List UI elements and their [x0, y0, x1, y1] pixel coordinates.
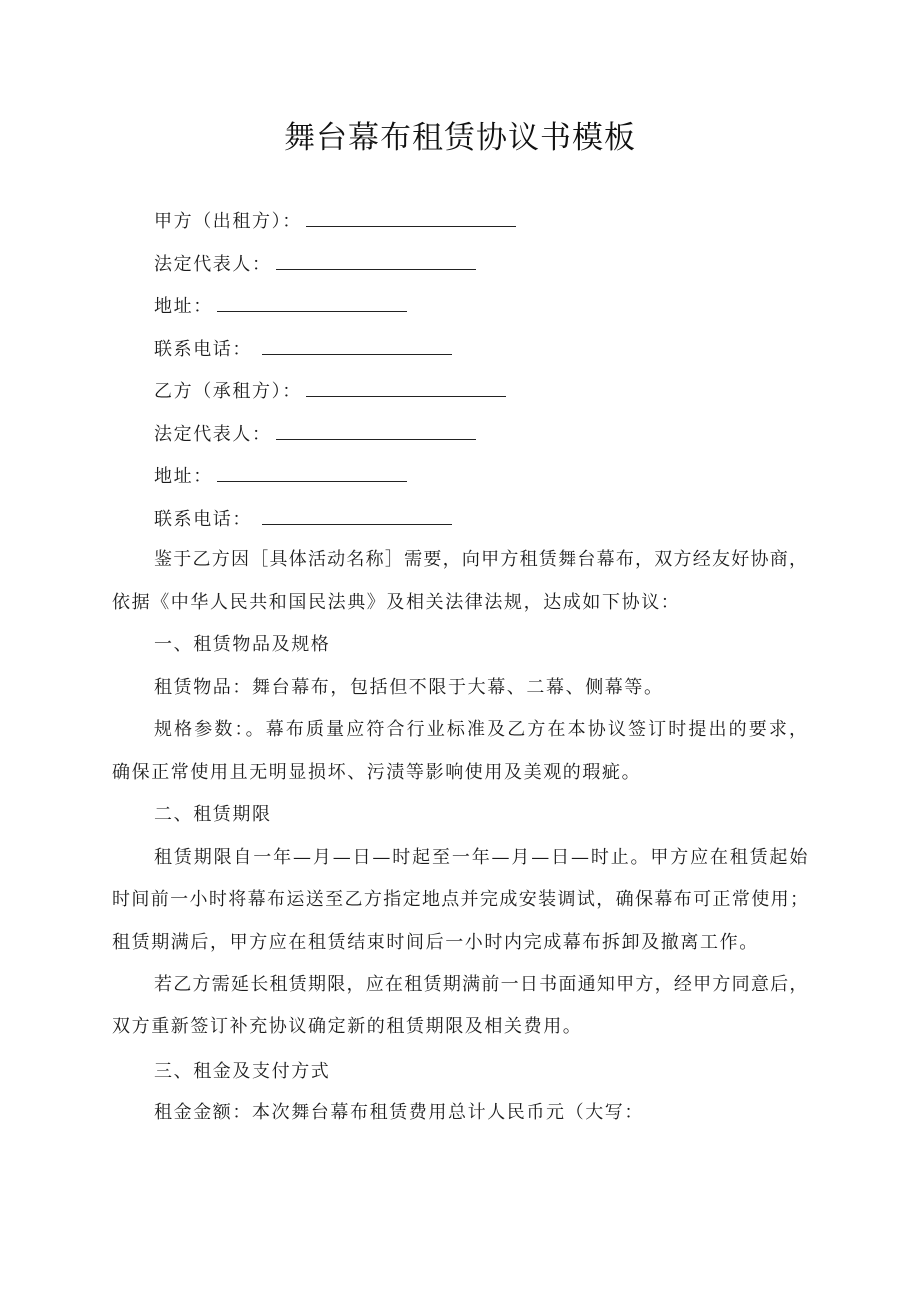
party-b-phone-blank	[262, 506, 452, 525]
party-a-rep-blank	[276, 251, 476, 270]
section-2-p1-line-2: 时间前一小时将幕布运送至乙方指定地点并完成安装调试，确保幕布可正常使用；	[112, 889, 808, 910]
party-a-address-label: 地址：	[154, 296, 213, 317]
preamble-line-2: 依据《中华人民共和国民法典》及相关法律法规，达成如下协议：	[112, 592, 681, 613]
section-3-amount: 租金金额：本次舞台幕布租赁费用总计人民币元（大写：	[154, 1102, 644, 1123]
party-b-rep-label: 法定代表人：	[154, 424, 272, 445]
section-2-p1-line-3: 租赁期满后，甲方应在租赁结束时间后一小时内完成幕布拆卸及撤离工作。	[112, 932, 759, 953]
section-2-p2-line-2: 双方重新签订补充协议确定新的租赁期限及相关费用。	[112, 1016, 583, 1037]
party-a-blank	[306, 208, 516, 227]
party-a-rep-label: 法定代表人：	[154, 254, 272, 275]
party-b-phone-field	[154, 506, 452, 533]
party-a-phone-label: 联系电话：	[154, 339, 252, 360]
party-a-phone-blank	[262, 336, 452, 355]
party-b-phone-label: 联系电话：	[154, 509, 252, 530]
document-title: 舞台幕布租赁协议书模板	[284, 120, 636, 156]
section-1-items: 租赁物品：舞台幕布，包括但不限于大幕、二幕、侧幕等。	[154, 677, 664, 698]
section-2-heading: 二、租赁期限	[154, 804, 272, 825]
party-a-address-blank	[217, 293, 407, 312]
section-2-p1-line-1: 租赁期限自一年—月—日—时起至一年—月—日—时止。甲方应在租赁起始	[154, 847, 808, 868]
party-b-address-blank	[217, 463, 407, 482]
section-2-p2-line-1: 若乙方需延长租赁期限，应在租赁期满前一日书面通知甲方，经甲方同意后，	[154, 974, 808, 995]
party-b-address-field	[154, 463, 407, 490]
section-1-heading: 一、租赁物品及规格	[154, 634, 331, 655]
section-3-heading: 三、租金及支付方式	[154, 1061, 331, 1082]
party-b-rep-blank	[276, 421, 476, 440]
party-b-blank	[306, 378, 506, 397]
party-a-field	[154, 208, 516, 235]
party-a-rep-field	[154, 251, 476, 278]
party-b-address-label: 地址：	[154, 466, 213, 487]
party-a-label: 甲方（出租方）：	[154, 211, 302, 232]
party-a-phone-field	[154, 336, 452, 363]
party-a-address-field	[154, 293, 407, 320]
section-1-spec-line-1: 规格参数：。幕布质量应符合行业标准及乙方在本协议签订时提出的要求，	[154, 719, 808, 740]
party-b-label: 乙方（承租方）：	[154, 381, 302, 402]
party-b-field	[154, 378, 506, 405]
preamble-line-1: 鉴于乙方因［具体活动名称］需要，向甲方租赁舞台幕布，双方经友好协商，	[154, 549, 808, 570]
party-b-rep-field	[154, 421, 476, 448]
section-1-spec-line-2: 确保正常使用且无明显损坏、污渍等影响使用及美观的瑕疵。	[112, 762, 642, 783]
